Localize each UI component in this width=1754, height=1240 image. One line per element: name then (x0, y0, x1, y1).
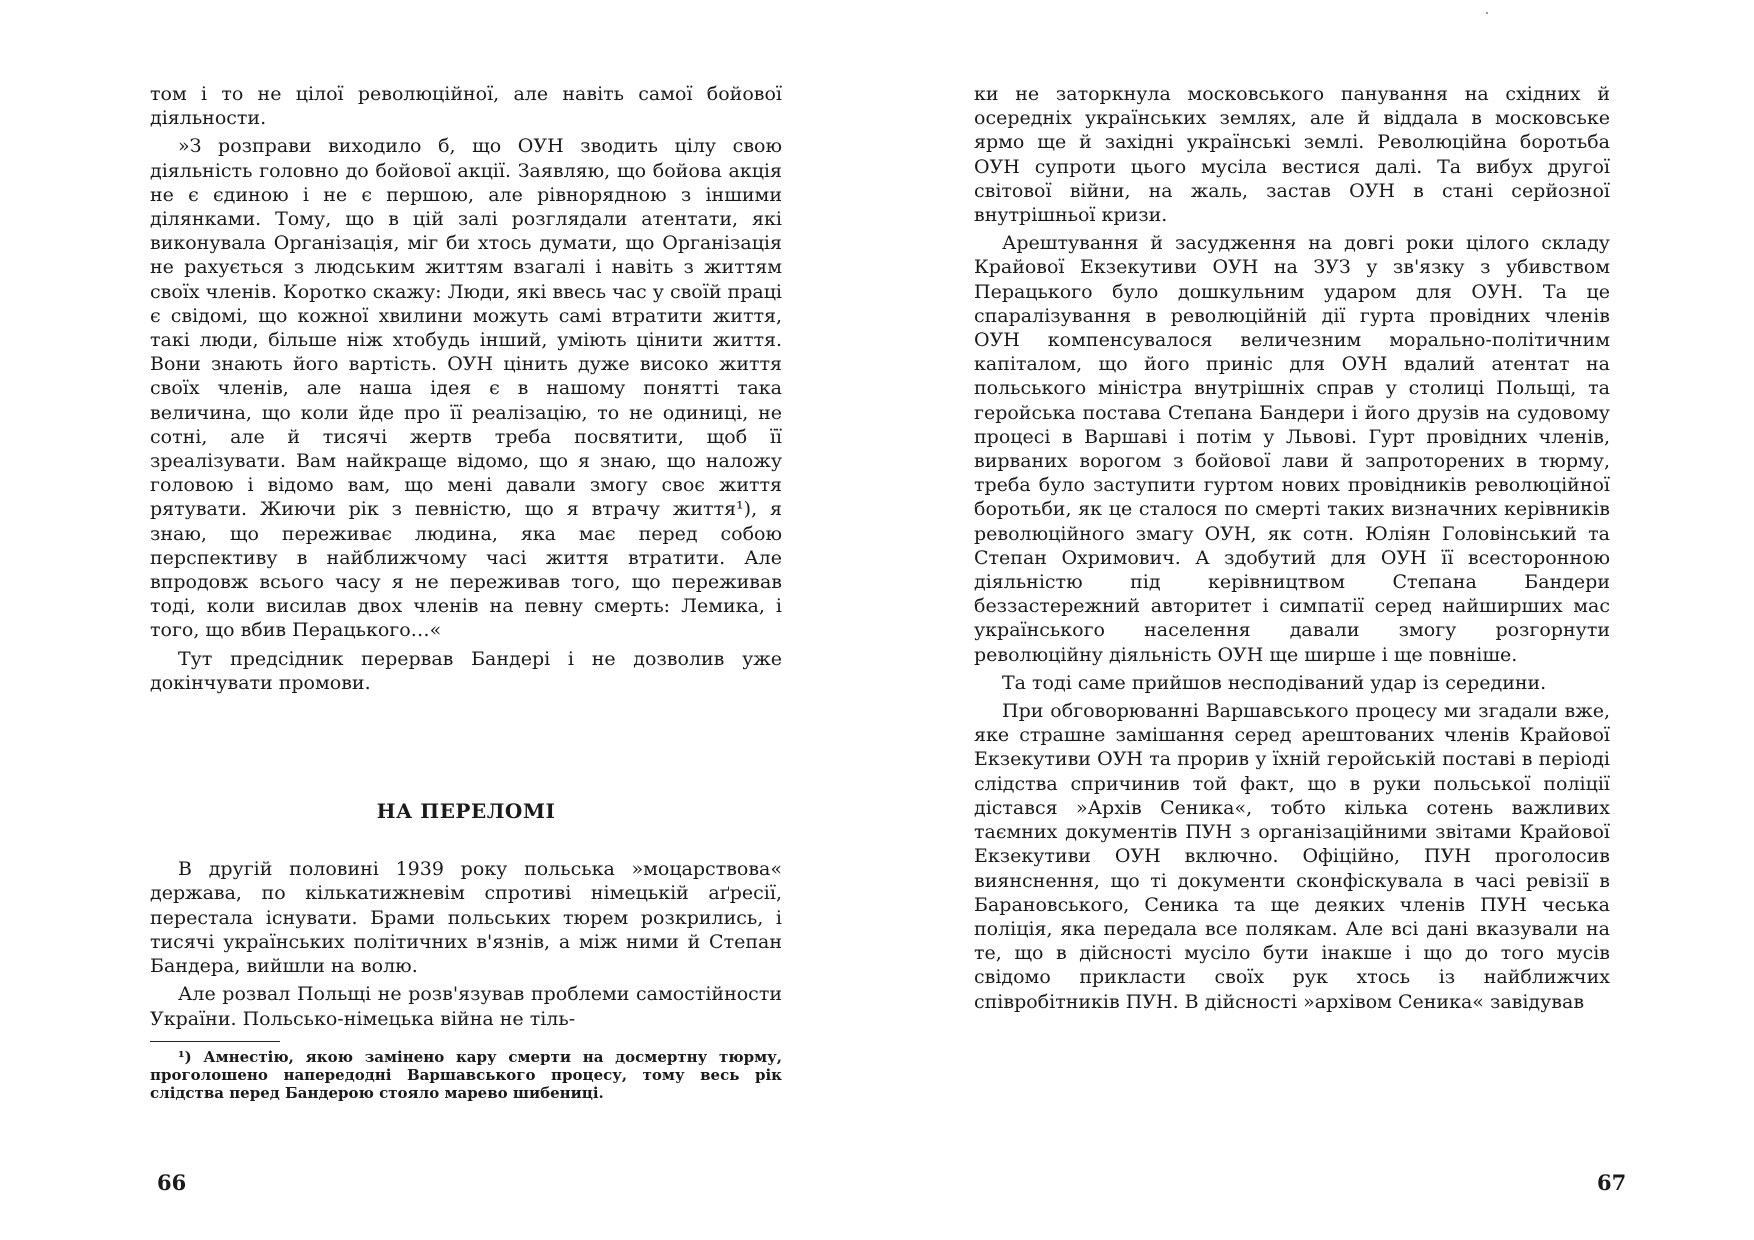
paragraph: Але розвал Польщі не розв'язував проблеми самостійности України. Польсько-німецька війна не тіль- (150, 983, 782, 1030)
paragraph: том і то не цілої революційної, але навіть самої бойової діяльности. (150, 83, 782, 130)
paragraph: ки не заторкнула московського панування на східних й осередніх українських землях, але й віддала в московське ярмо ще й західні українські землі. Революційна боротьба ОУН супроти цього мусіла вестися далі. Та вибух другої світової війни, на жаль, застав ОУН в стані серйозної внутрішньої кризи. (974, 83, 1610, 227)
paragraph: Тут предсідник перервав Бандері і не дозволив уже докінчувати промови. (150, 647, 782, 694)
paragraph: »З розправи виходило б, що ОУН зводить цілу свою діяльність головно до бойової акції. Заявляю, що бойова акція не є єдиною і не є першою, але рівнорядною з іншими ділянками. Тому, що в цій залі розглядали атентати, які виконувала Організація, міг би хтось думати, що Організація не рахується з людським життям взагалі і навіть з життям своїх членів. Коротко скажу: Люди, які ввесь час у своїй праці є свідомі, що кожної хвилини можуть самі втратити життя, такі люди, більше ніж хтобудь інший, уміють цінити життя. Вони знають його вартість. ОУН цінить дуже високо життя своїх членів, але наша ідея є в нашому понятті така величина, що коли йде про її реалізацію, то не одиниці, не сотні, але й тисячі жертв треба посвятити, щоб її зреалізувати. Вам найкраще відомо, що я знаю, що наложу головою і відомо вам, що мені давали змогу своє життя рятувати. Жиючи рік з певністю, що я втрачу життя¹), я знаю, що переживає людина, яка має перед собою перспективу в найближчому часі життя втратити. Але впродовж всього часу я не переживав того, що переживав тоді, коли висилав двох членів на певну смерть: Лемика, і того, що вбив Перацького…« (150, 135, 782, 642)
footnote: ¹) Амнестію, якою замінено кару смерти на досмертну тюрму, проголошено напередодні Варшавського процесу, тому весь рік слідства перед Бандерою стояло марево шибениці. (150, 1047, 782, 1102)
section-heading: НА ПЕРЕЛОМІ (376, 799, 556, 824)
paragraph: Арештування й засудження на довгі роки цілого складу Крайової Екзекутиви ОУН на ЗУЗ у зв'язку з убивством Перацького було дошкульним ударом для ОУН. Та це спаралізування в революційній дії гурта провідних членів ОУН компенсувалося величезним морально-політичним капіталом, що його приніс для ОУН вдалий атентат на польського міністра внутрішніх справ у столиці Польщі, та геройська постава Степана Бандери і його друзів на судовому процесі в Варшаві і потім у Львові. Гурт провідних членів, вирваних ворогом з бойової лави й запроторених в тюрму, треба було заступити гуртом нових провідників революційної боротьби, як це сталося по смерті таких визначних керівників революційного змагу ОУН, як сотн. Юліян Головінський та Степан Охримович. А здобутий для ОУН її всесторонною діяльністю під керівництвом Степана Бандери беззастережний авторитет і симпатії серед найширших мас українського населення давали змогу розгорнути революційну діяльність ОУН ще ширше і ще повніше. (974, 232, 1610, 666)
paragraph: Та тоді саме прийшов несподіваний удар із середини. (1002, 671, 1547, 694)
page-number: 66 (157, 1170, 187, 1195)
right-page (877, 0, 1754, 1240)
page-number: 67 (1597, 1170, 1627, 1195)
paragraph: В другій половині 1939 року польська »моцарствова« держава, по кількатижневім спротиві німецькій аґресії, перестала існувати. Брами польських тюрем розкрились, і тисячі українських політичних в'язнів, а між ними й Степан Бандера, вийшли на волю. (150, 858, 782, 978)
left-text-column (150, 82, 782, 1102)
paragraph: При обговорюванні Варшавського процесу ми згадали вже, яке страшне замішання серед арештованих членів Крайової Екзекутиви ОУН та прорив у їхній геройській поставі в періоді слідства спричинив той факт, що в руки польської поліції дістався »Архів Сеника«, тобто кілька сотень важливих таємних документів ПУН з організаційними звітами Крайової Екзекутиви ОУН включно. Офіційно, ПУН проголосив виянснення, що ті документи сконфіскувала в часі ревізії в Барановського, Сеника та ще деяких членів ПУН чеська поліція, яка передала все полякам. Але всі дані вказували на те, що в дійсності мусіло бути інакше і що до того мусів свідомо прикласти своїх рук хтось із найближчих співробітників ПУН. В дійсності »архівом Сеника« завідував (974, 700, 1610, 1013)
right-text-column (974, 82, 1610, 1014)
footnote-divider (150, 1041, 280, 1042)
